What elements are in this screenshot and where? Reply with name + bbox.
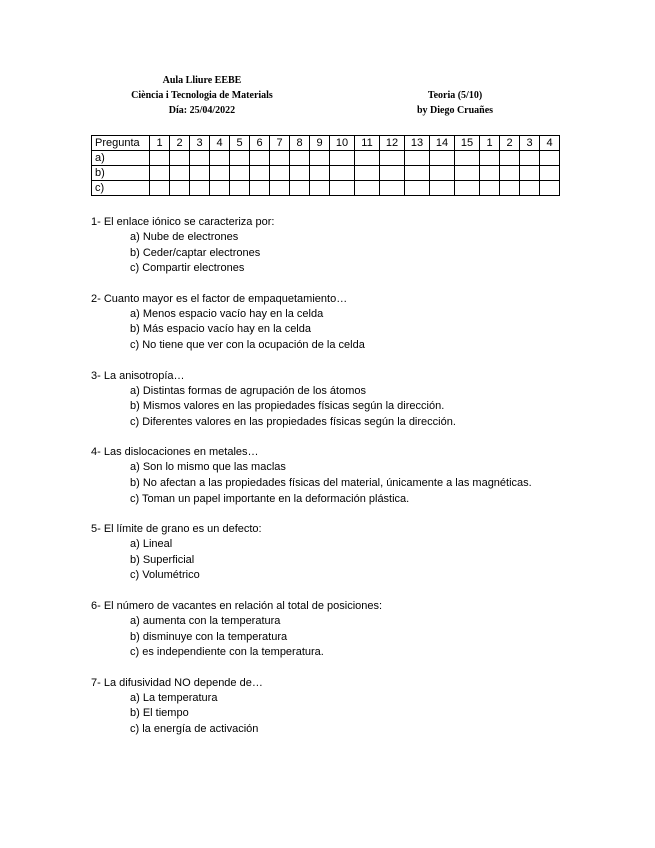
answer-row-c — [92, 181, 560, 196]
answer-table — [91, 135, 560, 196]
answer-cell — [455, 166, 480, 181]
answer-cell — [290, 181, 310, 196]
option-c: c) Compartir electrones — [130, 262, 245, 275]
answer-row-a — [92, 151, 560, 166]
answer-cell — [480, 151, 500, 166]
option-c: c) es independiente con la temperatura. — [130, 646, 324, 659]
answer-col-extra-3: 3 — [520, 136, 540, 151]
answer-cell — [430, 166, 455, 181]
answer-cell — [230, 151, 250, 166]
answer-cell — [250, 151, 270, 166]
question-2 — [91, 291, 631, 354]
answer-row-label: b) — [92, 166, 150, 181]
question-text: 2- Cuanto mayor es el factor de empaquetamiento… — [91, 292, 348, 305]
answer-col-extra-1: 1 — [480, 136, 500, 151]
answer-cell — [380, 151, 405, 166]
answer-cell — [170, 151, 190, 166]
header-left — [112, 73, 292, 118]
question-7 — [91, 675, 631, 738]
answer-col-4: 4 — [210, 136, 230, 151]
option-c: c) la energía de activación — [130, 722, 259, 735]
answer-cell — [290, 151, 310, 166]
answer-cell — [150, 151, 170, 166]
question-3 — [91, 368, 631, 431]
answer-row-b — [92, 166, 560, 181]
question-6 — [91, 598, 631, 661]
answer-col-6: 6 — [250, 136, 270, 151]
answer-cell — [310, 151, 330, 166]
answer-cell — [380, 181, 405, 196]
answer-col-3: 3 — [190, 136, 210, 151]
answer-cell — [150, 166, 170, 181]
question-1 — [91, 214, 631, 277]
header-section: Teoria (5/10) — [427, 90, 483, 101]
answer-col-11: 11 — [355, 136, 380, 151]
question-text: 7- La difusividad NO depende de… — [91, 676, 263, 689]
answer-cell — [150, 181, 170, 196]
answer-col-extra-2: 2 — [500, 136, 520, 151]
answer-cell — [270, 151, 290, 166]
question-4 — [91, 444, 631, 507]
answer-cell — [210, 151, 230, 166]
answer-col-15: 15 — [455, 136, 480, 151]
answer-cell — [270, 166, 290, 181]
answer-row-label: a) — [92, 151, 150, 166]
answer-cell — [455, 181, 480, 196]
answer-cell — [540, 166, 560, 181]
answer-cell — [520, 181, 540, 196]
answer-cell — [355, 166, 380, 181]
option-c: c) Toman un papel importante en la deformación plástica. — [130, 492, 410, 505]
answer-cell — [405, 166, 430, 181]
option-a: a) Distintas formas de agrupación de los átomos — [130, 384, 367, 397]
option-c: c) No tiene que ver con la ocupación de la celda — [130, 338, 365, 351]
answer-table-header-row — [92, 136, 560, 151]
answer-cell — [250, 166, 270, 181]
option-a: a) aumenta con la temperatura — [130, 614, 281, 627]
question-list — [91, 214, 631, 751]
answer-cell — [480, 166, 500, 181]
option-b: b) Mismos valores en las propiedades físicas según la dirección. — [130, 400, 445, 413]
answer-cell — [430, 151, 455, 166]
answer-col-9: 9 — [310, 136, 330, 151]
answer-cell — [170, 166, 190, 181]
answer-row-label: c) — [92, 181, 150, 196]
answer-cell — [540, 151, 560, 166]
question-text: 5- El límite de grano es un defecto: — [91, 523, 262, 536]
answer-cell — [230, 166, 250, 181]
answer-cell — [270, 181, 290, 196]
answer-col-12: 12 — [380, 136, 405, 151]
answer-col-14: 14 — [430, 136, 455, 151]
answer-cell — [190, 166, 210, 181]
option-b: b) disminuye con la temperatura — [130, 630, 288, 643]
answer-col-7: 7 — [270, 136, 290, 151]
option-b: b) No afectan a las propiedades físicas del material, únicamente a las magnéticas. — [130, 476, 532, 489]
answer-cell — [355, 181, 380, 196]
option-b: b) Más espacio vacío hay en la celda — [130, 323, 311, 336]
option-b: b) El tiempo — [130, 707, 189, 720]
answer-cell — [310, 166, 330, 181]
answer-cell — [190, 151, 210, 166]
answer-cell — [520, 151, 540, 166]
header-course-room: Aula Lliure EEBE — [162, 75, 242, 86]
answer-cell — [455, 151, 480, 166]
answer-cell — [500, 181, 520, 196]
option-a: a) Nube de electrones — [130, 231, 239, 243]
option-c: c) Volumétrico — [130, 569, 200, 582]
answer-col-8: 8 — [290, 136, 310, 151]
header-subject: Ciència i Tecnologia de Materials — [131, 90, 273, 101]
answer-cell — [430, 181, 455, 196]
answer-cell — [380, 166, 405, 181]
question-text: 6- El número de vacantes en relación al total de posiciones: — [91, 599, 383, 612]
question-text: 1- El enlace iónico se caracteriza por: — [91, 216, 275, 228]
answer-cell — [210, 181, 230, 196]
answer-table-header-label: Pregunta — [92, 136, 150, 151]
answer-col-10: 10 — [330, 136, 355, 151]
answer-cell — [405, 151, 430, 166]
answer-col-2: 2 — [170, 136, 190, 151]
answer-cell — [355, 151, 380, 166]
answer-col-extra-4: 4 — [540, 136, 560, 151]
option-a: a) Lineal — [130, 538, 173, 551]
answer-cell — [230, 181, 250, 196]
answer-cell — [290, 166, 310, 181]
question-5 — [91, 521, 631, 584]
option-a: a) La temperatura — [130, 691, 218, 704]
header-author: by Diego Cruañes — [416, 105, 494, 116]
answer-cell — [250, 181, 270, 196]
answer-col-13: 13 — [405, 136, 430, 151]
answer-cell — [405, 181, 430, 196]
answer-cell — [330, 181, 355, 196]
answer-cell — [500, 151, 520, 166]
answer-cell — [540, 181, 560, 196]
header-right — [380, 88, 530, 118]
option-b: b) Superficial — [130, 553, 195, 566]
question-text: 3- La anisotropía… — [91, 369, 185, 382]
answer-cell — [210, 166, 230, 181]
option-a: a) Son lo mismo que las maclas — [130, 461, 286, 474]
answer-cell — [170, 181, 190, 196]
answer-cell — [330, 166, 355, 181]
option-b: b) Ceder/captar electrones — [130, 246, 261, 259]
answer-cell — [480, 181, 500, 196]
header-date: Día: 25/04/2022 — [168, 105, 236, 116]
answer-cell — [190, 181, 210, 196]
answer-col-1: 1 — [150, 136, 170, 151]
question-text: 4- Las dislocaciones en metales… — [91, 446, 259, 459]
option-a: a) Menos espacio vacío hay en la celda — [130, 307, 324, 320]
answer-cell — [330, 151, 355, 166]
answer-cell — [500, 166, 520, 181]
answer-cell — [310, 181, 330, 196]
answer-col-5: 5 — [230, 136, 250, 151]
option-c: c) Diferentes valores en las propiedades físicas según la dirección. — [130, 415, 456, 428]
answer-cell — [520, 166, 540, 181]
